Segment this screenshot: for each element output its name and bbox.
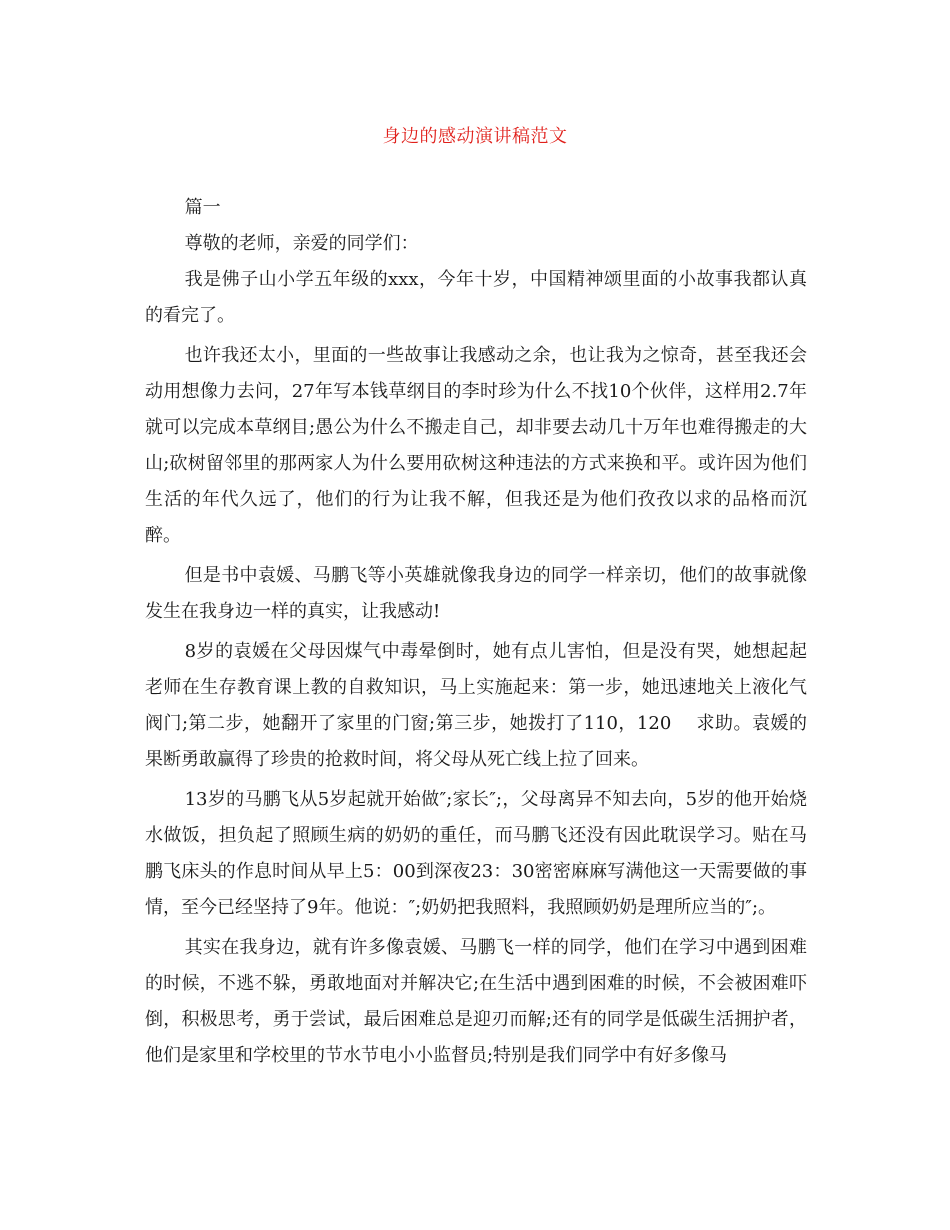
document-title: 身边的感动演讲稿范文 [382, 126, 568, 147]
paragraph: 13岁的马鹏飞从5岁起就开始做″;家长″;，父母离异不知去向，5岁的他开始烧水做饭，担负起了照顾生病的奶奶的重任，而马鹏飞还没有因此耽误学习。贴在马鹏飞床头的作息时间从早上5：00到深夜23：30密密麻麻写满他这一天需要做的事情，至今已经坚持了9年。他说：″;奶奶把我照料，我照顾奶奶是理所应当的″;。 [145, 789, 807, 918]
paragraph: 8岁的袁媛在父母因煤气中毒晕倒时，她有点儿害怕，但是没有哭，她想起起老师在生存教育课上教的自救知识，马上实施起来：第一步，她迅速地关上液化气阀门;第二步，她翻开了家里的门窗;第三步，她拨打了110，120 求助。袁媛的果断勇敢赢得了珍贵的抢救时间，将父母从死亡线上拉了回来。 [145, 641, 807, 770]
document-body [145, 190, 807, 1074]
section-heading: 篇一 [184, 197, 221, 218]
paragraph: 其实在我身边，就有许多像袁媛、马鹏飞一样的同学，他们在学习中遇到困难的时候，不逃不躲，勇敢地面对并解决它;在生活中遇到困难的时候，不会被困难吓倒，积极思考，勇于尝试，最后困难总是迎刃而解;还有的同学是低碳生活拥护者，他们是家里和学校里的节水节电小小监督员;特别是我们同学中有好多像马 [145, 937, 807, 1066]
paragraph: 但是书中袁媛、马鹏飞等小英雄就像我身边的同学一样亲切，他们的故事就像发生在我身边一样的真实，让我感动! [145, 565, 807, 622]
salutation: 尊敬的老师，亲爱的同学们： [184, 233, 419, 254]
paragraph: 也许我还太小，里面的一些故事让我感动之余，也让我为之惊奇，甚至我还会动用想像力去问，27年写本钱草纲目的李时珍为什么不找10个伙伴，这样用2.7年就可以完成本草纲目;愚公为什么不搬走自己，却非要去动几十万年也难得搬走的大山;砍树留邻里的那两家人为什么要用砍树这种违法的方式来换和平。或许因为他们生活的年代久远了，他们的行为让我不解，但我还是为他们孜孜以求的品格而沉醉。 [145, 345, 807, 546]
paragraph: 我是佛子山小学五年级的xxx，今年十岁，中国精神颂里面的小故事我都认真的看完了。 [145, 269, 807, 326]
